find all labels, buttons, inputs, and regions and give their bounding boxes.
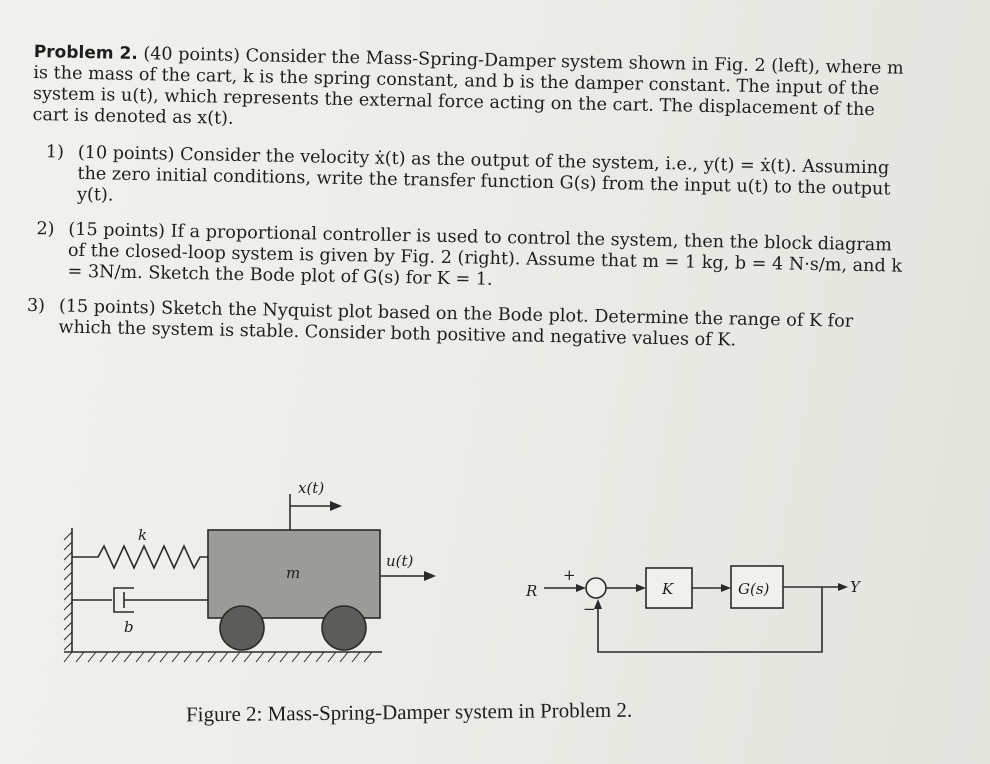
part-1-text: (10 points) Consider the velocity ẋ(t) as the output of the system, i.e., y(t) = ẋ(t). Assuming the zero initial conditions, write the transfer function G(s) from the input u(t) to the output y(t). xyxy=(76,142,891,206)
figure-caption: Figure 2: Mass-Spring-Damper system in Problem 2. xyxy=(185,697,633,727)
damper-label: b xyxy=(124,618,134,636)
summing-junction xyxy=(586,578,606,598)
problem-title: Problem 2. xyxy=(33,42,138,64)
ground-hatching xyxy=(64,652,372,662)
cart-wheel-left xyxy=(220,606,264,650)
minus-sign: − xyxy=(583,600,596,618)
force-arrowhead xyxy=(424,571,436,581)
damper xyxy=(72,588,208,612)
plus-sign: + xyxy=(563,566,576,584)
input-arrowhead xyxy=(576,584,586,592)
force-label: u(t) xyxy=(386,552,414,570)
input-label: R xyxy=(526,582,538,600)
displacement-arrowhead xyxy=(330,501,342,511)
error-arrowhead xyxy=(636,584,646,592)
part-2-number: 2) xyxy=(36,219,55,240)
part-3-number: 3) xyxy=(26,295,46,317)
plant-label: G(s) xyxy=(738,580,770,598)
control-arrowhead xyxy=(721,584,731,592)
output-label: Y xyxy=(850,578,860,596)
part-2-text: (15 points) If a proportional controller is used to control the system, then the block diagram of the closed-loop system is given by Fig. 2 (right). Assume that m = 1 kg, b = 4 N·s/m, and k = 3N/m. Sketch the Bode plot of G(s) for K = 1. xyxy=(67,219,903,290)
spring xyxy=(72,546,208,568)
spring-label: k xyxy=(138,526,148,544)
mass-label: m xyxy=(286,564,301,582)
mass-spring-damper-diagram xyxy=(64,494,436,662)
output-arrowhead xyxy=(838,583,848,591)
controller-label: K xyxy=(662,580,674,598)
part-3-text: (15 points) Sketch the Nyquist plot based on the Bode plot. Determine the range of K for which the system is stable. Consider both positive and negative values of K. xyxy=(58,296,854,351)
wall-hatching xyxy=(64,532,72,650)
problem-intro-text: (40 points) Consider the Mass-Spring-Damper system shown in Fig. 2 (left), where m is the mass of the cart, k is the spring constant, and b is the damper constant. The input of the system is u(t), which represents the external force acting on the cart. The displacement of the cart is denoted as x(t). xyxy=(32,44,904,129)
displacement-label: x(t) xyxy=(298,479,325,497)
cart-wheel-right xyxy=(322,606,366,650)
feedback-line xyxy=(598,587,822,652)
part-1-number: 1) xyxy=(45,142,65,163)
